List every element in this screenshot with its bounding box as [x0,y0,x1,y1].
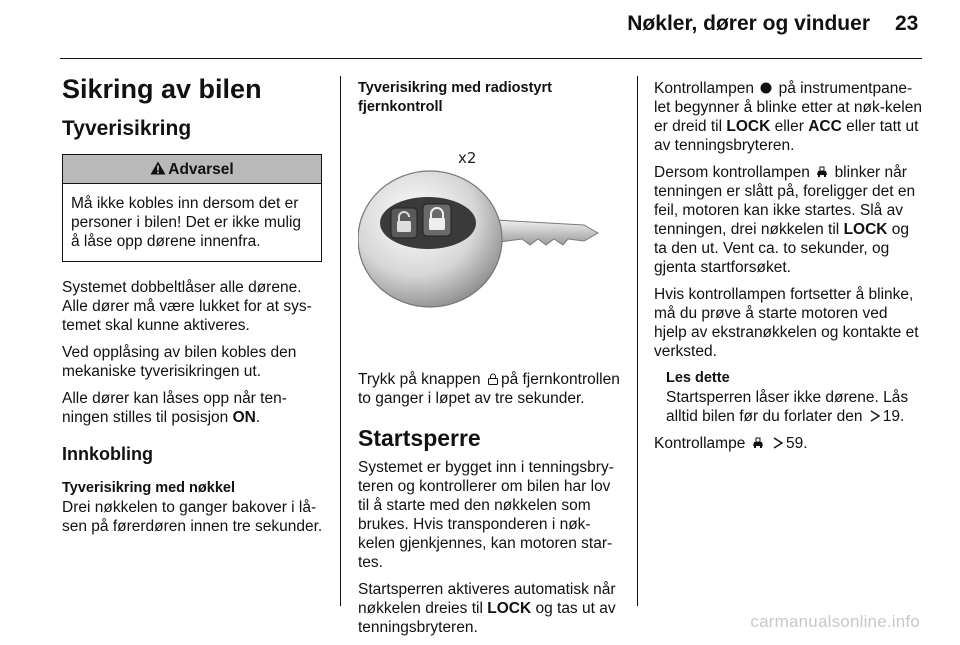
column-1 [62,72,326,544]
car-key-lock-icon [752,437,764,449]
column-3 [654,79,922,461]
warning-light-reference [654,434,922,453]
note-label: Les dette [666,370,730,386]
column-divider-2 [637,76,638,606]
header-title: Nøkler, dører og vinduer [627,12,870,35]
page-reference-arrow-icon [772,437,784,449]
indicator-dot-icon [760,82,772,94]
lock-label: LOCK [487,600,532,617]
text: eller tatt ut av tenningsbryteren. [654,118,919,154]
warning-body: Må ikke kobles inn dersom det er personer i bilen! Det er ikke mulig å låse opp dørene innenfra. [71,195,302,250]
activation-text-end: og tas ut av tenningsbryteren. [358,600,616,636]
page-reference: 59. [785,435,808,452]
remote-key-illustration [358,125,620,339]
acc-label: ACC [808,118,842,135]
startsperre-heading: Startsperre [358,425,481,451]
header-rule [60,58,922,59]
text: Startsperren låser ikke dørene. Lås alltid bilen før du forlater den [666,389,909,425]
warning-triangle-icon [150,161,166,175]
warning-light-blink [654,79,922,155]
text: og ta den ut. Vent ca. to sekunder, og gjenta startforsøket. [654,221,910,276]
text: blinker når tenningen er slått på, foreligger det en feil, motoren kan ikke startes. Slå av tenningen, drei nøkkelen til [654,164,916,238]
paragraph-end: . [255,409,261,426]
remote-instruction [358,370,623,408]
text: eller [770,118,809,135]
warning-title [63,155,321,184]
activation-text-start: Startsperren aktiveres automatisk når nøkkelen dreies til [358,581,616,617]
footer-watermark: carmanualsonline.info [750,612,920,631]
lock-button-icon [423,204,451,236]
immobilizer-description: Systemet er bygget inn i tenningsbry-teren og kontrollerer om bilen har lov til å starte med den nøkkelen som brukes. Hvis transponderen i nøk-kelen gjenkjennes, kan motoren star-tes. [358,459,614,571]
press-count-label: x2 [458,149,477,167]
warning-light-fault [654,163,922,277]
main-heading: Sikring av bilen [62,74,262,104]
instruction-text-start: Trykk på knappen [358,371,481,388]
column-2 [358,79,623,645]
lock-label: LOCK [726,118,771,135]
text: Kontrollampe [654,435,746,452]
note-box [666,369,922,426]
unlock-button-icon [391,208,417,238]
paragraph-text: Alle dører kan låses opp når ten-ningen stilles til posisjon [62,390,287,426]
remote-method-label: Tyverisikring med radiostyrt fjernkontroll [358,80,552,115]
text: Dersom kontrollampen [654,164,810,181]
warning-box [62,154,322,262]
innkobling-heading: Innkobling [62,444,153,464]
instruction-text-end: på fjernkontrollen to ganger i løpet av tre sekunder. [358,371,620,407]
warning-title-text: Advarsel [168,161,234,178]
note-text [666,388,922,426]
lock-icon [487,373,499,385]
on-label: ON [232,409,256,426]
column-divider-1 [340,76,341,606]
paragraph-unlock: Ved opplåsing av bilen kobles den mekaniske tyverisikringen ut. [62,344,297,380]
text: Kontrollampen [654,80,754,97]
paragraph-double-lock: Systemet dobbeltlåser alle dørene. Alle dører må være lukket for at sys-temet skal kunne aktiveres. [62,279,312,334]
text: på instrumentpane-let begynner å blinke etter at nøk-kelen er dreid til [654,80,922,135]
paragraph-on-position [62,389,326,427]
key-method-label: Tyverisikring med nøkkel [62,480,235,496]
key-method-text: Drei nøkkelen to ganger bakover i lå-sen på førerdøren innen tre sekunder. [62,499,323,535]
page-number: 23 [895,12,919,35]
car-key-lock-icon [816,166,828,178]
immobilizer-activation [358,580,623,637]
page-reference-arrow-icon [869,410,881,422]
lock-label: LOCK [843,221,888,238]
sub-heading: Tyverisikring [62,117,192,140]
warning-light-persistent: Hvis kontrollampen fortsetter å blinke, må du prøve å starte motoren ved hjelp av ekstranøkkelen og kontakte et verksted. [654,286,919,360]
page-reference: 19. [882,408,905,425]
